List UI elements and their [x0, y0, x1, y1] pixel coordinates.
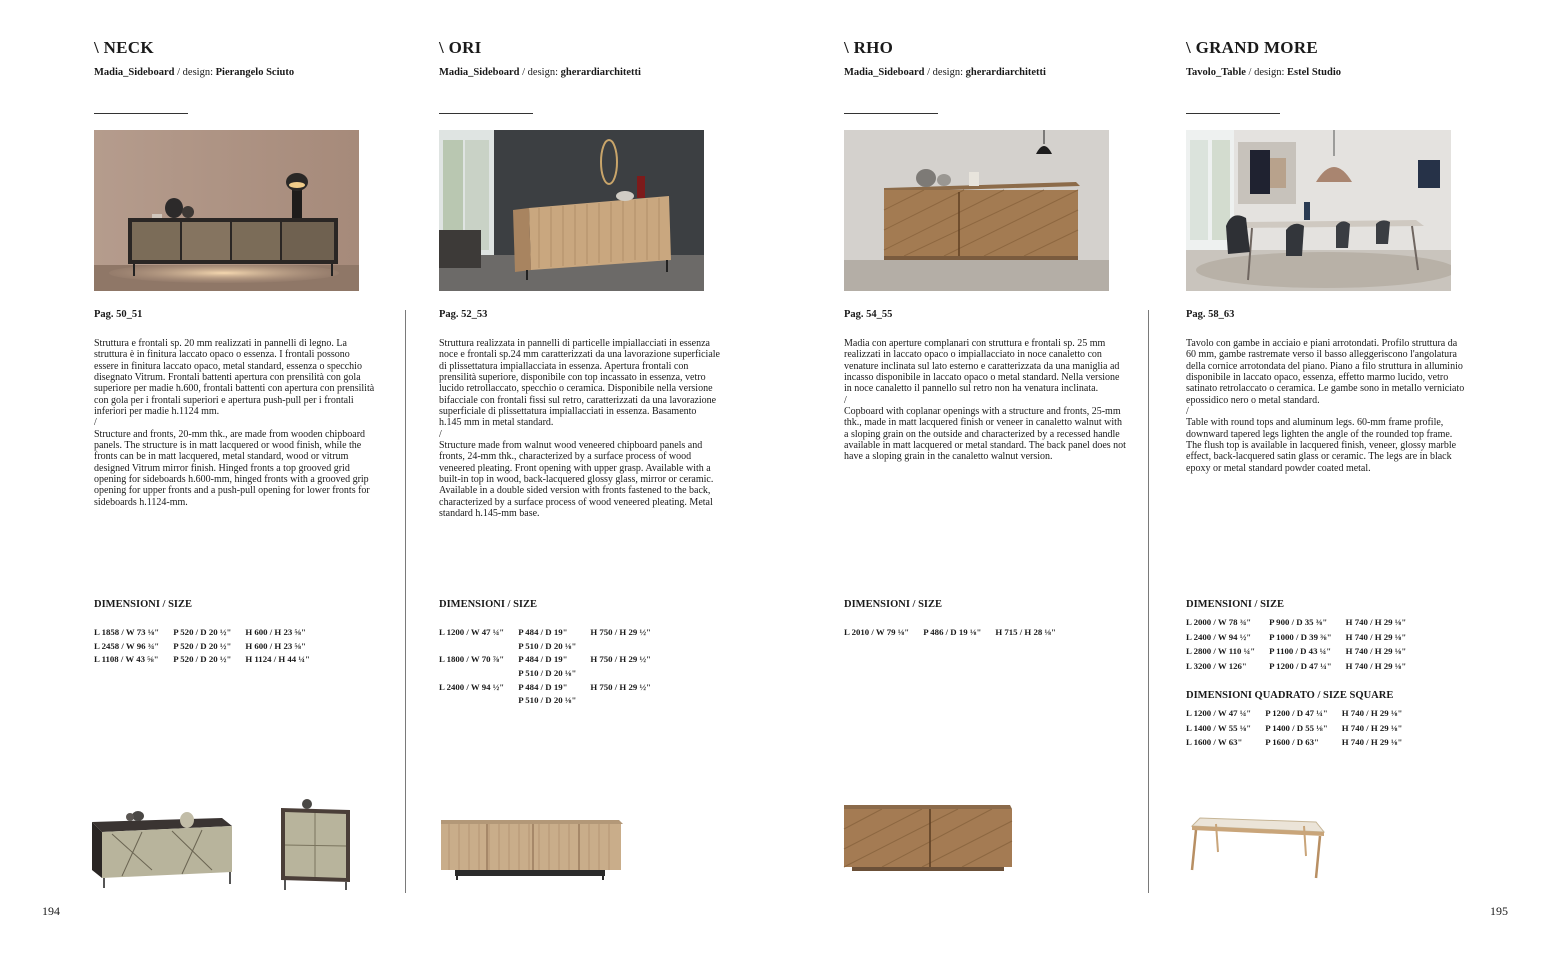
product-column-rho	[844, 0, 1134, 959]
description-separator: /	[94, 417, 97, 429]
product-render-grand-more	[1188, 812, 1328, 887]
page-reference: Pag. 52_53	[439, 309, 488, 320]
table-row: L 1400 / W 55 ⅛" P 1400 / D 55 ⅛" H 740 / H 29 ⅛"	[1186, 722, 1403, 733]
product-description	[94, 338, 376, 508]
product-column-neck	[94, 0, 384, 959]
design-prefix: / design:	[174, 67, 216, 78]
description-italian: Struttura e frontali sp. 20 mm realizzati in pannelli di legno. La struttura è in finitura laccato opaco o essenza. I frontali possono essere in finitura laccato opaco, metal standard, essenza o specchio disegnato Vitrum. Frontali battenti apertura con prensilità con gola superiore per madie h.600, frontali battenti con apertura con prensilità con gola per i frontali superiori e apertura push-pull per i frontali inferiori per madie h.1124 mm.	[94, 338, 375, 418]
product-title: \ RHO	[844, 38, 894, 57]
product-render-ori	[439, 812, 629, 892]
page-reference: Pag. 58_63	[1186, 309, 1235, 320]
product-render-rho	[842, 803, 1017, 880]
page-number-right: 195	[1490, 904, 1508, 918]
table-row: L 1200 / W 47 ¼" P 484 / D 19" H 750 / H 29 ½"	[439, 627, 651, 637]
product-category: Tavolo_Table	[1186, 67, 1246, 78]
title-rule	[844, 113, 938, 114]
product-photo-neck	[94, 130, 359, 291]
dimensions-heading: DIMENSIONI / SIZE	[1186, 599, 1285, 610]
column-divider	[1148, 310, 1149, 893]
product-column-grand-more	[1186, 0, 1476, 959]
dimensions-square-heading: DIMENSIONI QUADRATO / SIZE SQUARE	[1186, 690, 1394, 701]
product-description	[439, 338, 721, 520]
table-row: L 2400 / W 94 ½" P 484 / D 19" H 750 / H 29 ½"	[439, 681, 651, 692]
table-row: L 2400 / W 94 ½" P 1000 / D 39 ⅜" H 740 / H 29 ⅛"	[1186, 631, 1407, 642]
designer-name: Pierangelo Sciuto	[215, 67, 295, 78]
product-category: Madia_Sideboard	[844, 67, 925, 78]
page-reference: Pag. 54_55	[844, 309, 893, 320]
description-english: Structure and fronts, 20-mm thk., are made from wooden chipboard panels. The structure is in matt lacquered or wood finish, while the fronts can be in matt lacquered, metal standard, wood or vitrum designed Vitrum mirror finish. Hinged fronts a top grooved grid opening for sideboards h.600-mm, hinged fronts with a grooved grip opening for upper fronts and a push-pull opening for lower fronts for sideboards h.1124-mm.	[94, 428, 370, 508]
design-prefix: / design:	[519, 67, 561, 78]
title-rule	[1186, 113, 1280, 114]
product-title: \ NECK	[94, 38, 154, 57]
product-category: Madia_Sideboard	[439, 67, 520, 78]
page-reference: Pag. 50_51	[94, 309, 143, 320]
description-italian: Tavolo con gambe in acciaio e piani arrotondati. Profilo struttura da 60 mm, gambe rastremate verso il basso alleggeriscono l'angolatura della cornice arrotondata del piano. Piano a filo struttura in alluminio disponibile in laccato opaco, essenza, effetto marmo lucido, vetro satinato retrolaccato o ceramica. Le gambe sono in metallo verniciato epossidico nero o metal standard.	[1186, 338, 1465, 406]
product-photo-ori	[439, 130, 704, 291]
designer-name: Estel Studio	[1287, 67, 1342, 78]
dimensions-table	[1186, 615, 1420, 673]
description-english: Copboard with coplanar openings with a structure and fronts, 25-mm thk., made in matt lacquered finish or veneer in canaletto walnut with a sloping grain on the outside and characterized by a recessed handle available in matt lacquered or metal standard. The back panel does not have a sloping grain in the canaletto walnut version.	[844, 406, 1126, 463]
table-row: L 1858 / W 73 ⅛" P 520 / D 20 ½" H 600 / H 23 ⅝"	[94, 627, 306, 637]
description-english: Structure made from walnut wood veneered chipboard panels and fronts, 24-mm thk., characterized by a surface process of wood veneered pleating. Front opening with upper grasp. Available with a built-in top in wood, back-lacquered glossy glass, mirror or ceramic. Available in a double sided version with fronts fastened to the back, characterized by a surface process of wood veneered pleating. Metal standard h.145-mm base.	[439, 440, 714, 520]
description-italian: Struttura realizzata in pannelli di particelle impiallacciati in essenza noce e frontali sp.24 mm caratterizzati da una lavorazione superficiale di plissettatura impiallacciata in essenza. Apertura frontali con prensilità superiore, disponibile con top incassato in essenza, vetro lucido retrollaccato, specchio o ceramica. Disponibile nella versione bifacciale con frontali fissi sul retro, caratterizzati da una lavorazione superficiale di plissettatura impiallacciati in essenza. Basamento h.145 mm in metal standard.	[439, 338, 720, 429]
product-render-neck	[92, 790, 362, 905]
table-row: L 2000 / W 78 ¾" P 900 / D 35 ⅜" H 740 / H 29 ⅛"	[1186, 617, 1407, 627]
dimensions-heading: DIMENSIONI / SIZE	[439, 599, 538, 610]
product-description	[1186, 338, 1468, 474]
table-row: L 1600 / W 63" P 1600 / D 63" H 740 / H 29 ⅛"	[1186, 737, 1403, 748]
table-row: P 510 / D 20 ⅛"	[518, 695, 577, 706]
product-description	[844, 338, 1126, 463]
title-rule	[94, 113, 188, 114]
product-photo-rho	[844, 130, 1109, 291]
description-separator: /	[1186, 406, 1189, 418]
design-prefix: / design:	[924, 67, 966, 78]
table-row: P 510 / D 20 ⅛"	[518, 668, 577, 679]
table-row: P 510 / D 20 ⅛"	[518, 640, 577, 651]
designer-name: gherardiarchitetti	[560, 67, 641, 78]
table-row: L 1108 / W 43 ⅝" P 520 / D 20 ½" H 1124 / H 44 ¼"	[94, 654, 310, 665]
description-separator: /	[439, 428, 442, 440]
design-prefix: / design:	[1245, 67, 1288, 78]
product-subtitle	[1186, 67, 1341, 78]
page-number-left: 194	[42, 904, 60, 918]
product-title: \ ORI	[439, 38, 482, 57]
dimensions-table	[94, 627, 324, 668]
title-rule	[439, 113, 533, 114]
product-photo-grand-more	[1186, 130, 1451, 291]
dimensions-table	[844, 627, 1070, 641]
product-category: Madia_Sideboard	[94, 67, 175, 78]
designer-name: gherardiarchitetti	[965, 67, 1046, 78]
product-subtitle	[94, 67, 294, 78]
table-row: L 1800 / W 70 ⅞" P 484 / D 19" H 750 / H 29 ½"	[439, 654, 651, 665]
column-divider	[405, 310, 406, 893]
dimensions-heading: DIMENSIONI / SIZE	[94, 599, 193, 610]
table-row: L 2010 / W 79 ⅛" P 486 / D 19 ⅛" H 715 / H 28 ⅛"	[844, 627, 1056, 637]
table-row: L 2800 / W 110 ¼" P 1100 / D 43 ¼" H 740 / H 29 ⅛"	[1186, 646, 1407, 657]
product-column-ori	[439, 0, 729, 959]
product-title: \ GRAND MORE	[1186, 38, 1319, 57]
dimensions-square-table	[1186, 706, 1416, 750]
product-subtitle	[844, 67, 1046, 78]
table-row: L 2458 / W 96 ¾" P 520 / D 20 ½" H 600 / H 23 ⅝"	[94, 640, 306, 651]
dimensions-heading: DIMENSIONI / SIZE	[844, 599, 943, 610]
description-italian: Madia con aperture complanari con struttura e frontali sp. 25 mm realizzati in laccato opaco o impiallacciato in noce canaletto con venature inclinata sul lato esterno e caratterizzata da una maniglia ad incasso disponibile in laccato opaco o metal standard. Nella versione in noce canaletto il pannello sul retro non ha venatura inclinata.	[844, 338, 1120, 395]
description-english: Table with round tops and aluminum legs. 60-mm frame profile, downward tapered legs lighten the angle of the rounded top frame. The flush top is available in lacquered finish, veneer, glossy marble effect, back-lacquered satin glass or ceramic. The legs are in black epoxy or metal standard powder coated metal.	[1186, 417, 1457, 474]
table-row: L 3200 / W 126" P 1200 / D 47 ¼" H 740 / H 29 ⅛"	[1186, 660, 1407, 671]
dimensions-table	[439, 627, 665, 709]
product-subtitle	[439, 67, 641, 78]
description-separator: /	[844, 394, 847, 406]
table-row: L 1200 / W 47 ¼" P 1200 / D 47 ¼" H 740 / H 29 ⅛"	[1186, 708, 1403, 718]
